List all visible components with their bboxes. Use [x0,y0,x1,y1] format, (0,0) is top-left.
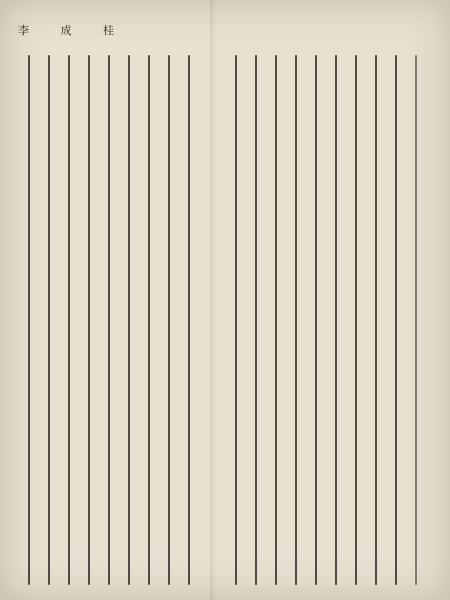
text-column [315,55,317,585]
text-column [128,55,130,585]
page-gutter [210,0,216,600]
text-column [255,55,257,585]
text-column [335,55,337,585]
text-column [275,55,277,585]
text-column [295,55,297,585]
text-column [395,55,397,585]
text-column [28,55,30,585]
text-column [148,55,150,585]
text-column [375,55,377,585]
text-column [108,55,110,585]
text-column [235,55,237,585]
text-column [188,55,190,585]
text-column [415,55,417,585]
text-column [68,55,70,585]
running-header: 李 成 桂 [18,24,128,37]
text-column [168,55,170,585]
text-column [88,55,90,585]
text-column [355,55,357,585]
text-column [48,55,50,585]
